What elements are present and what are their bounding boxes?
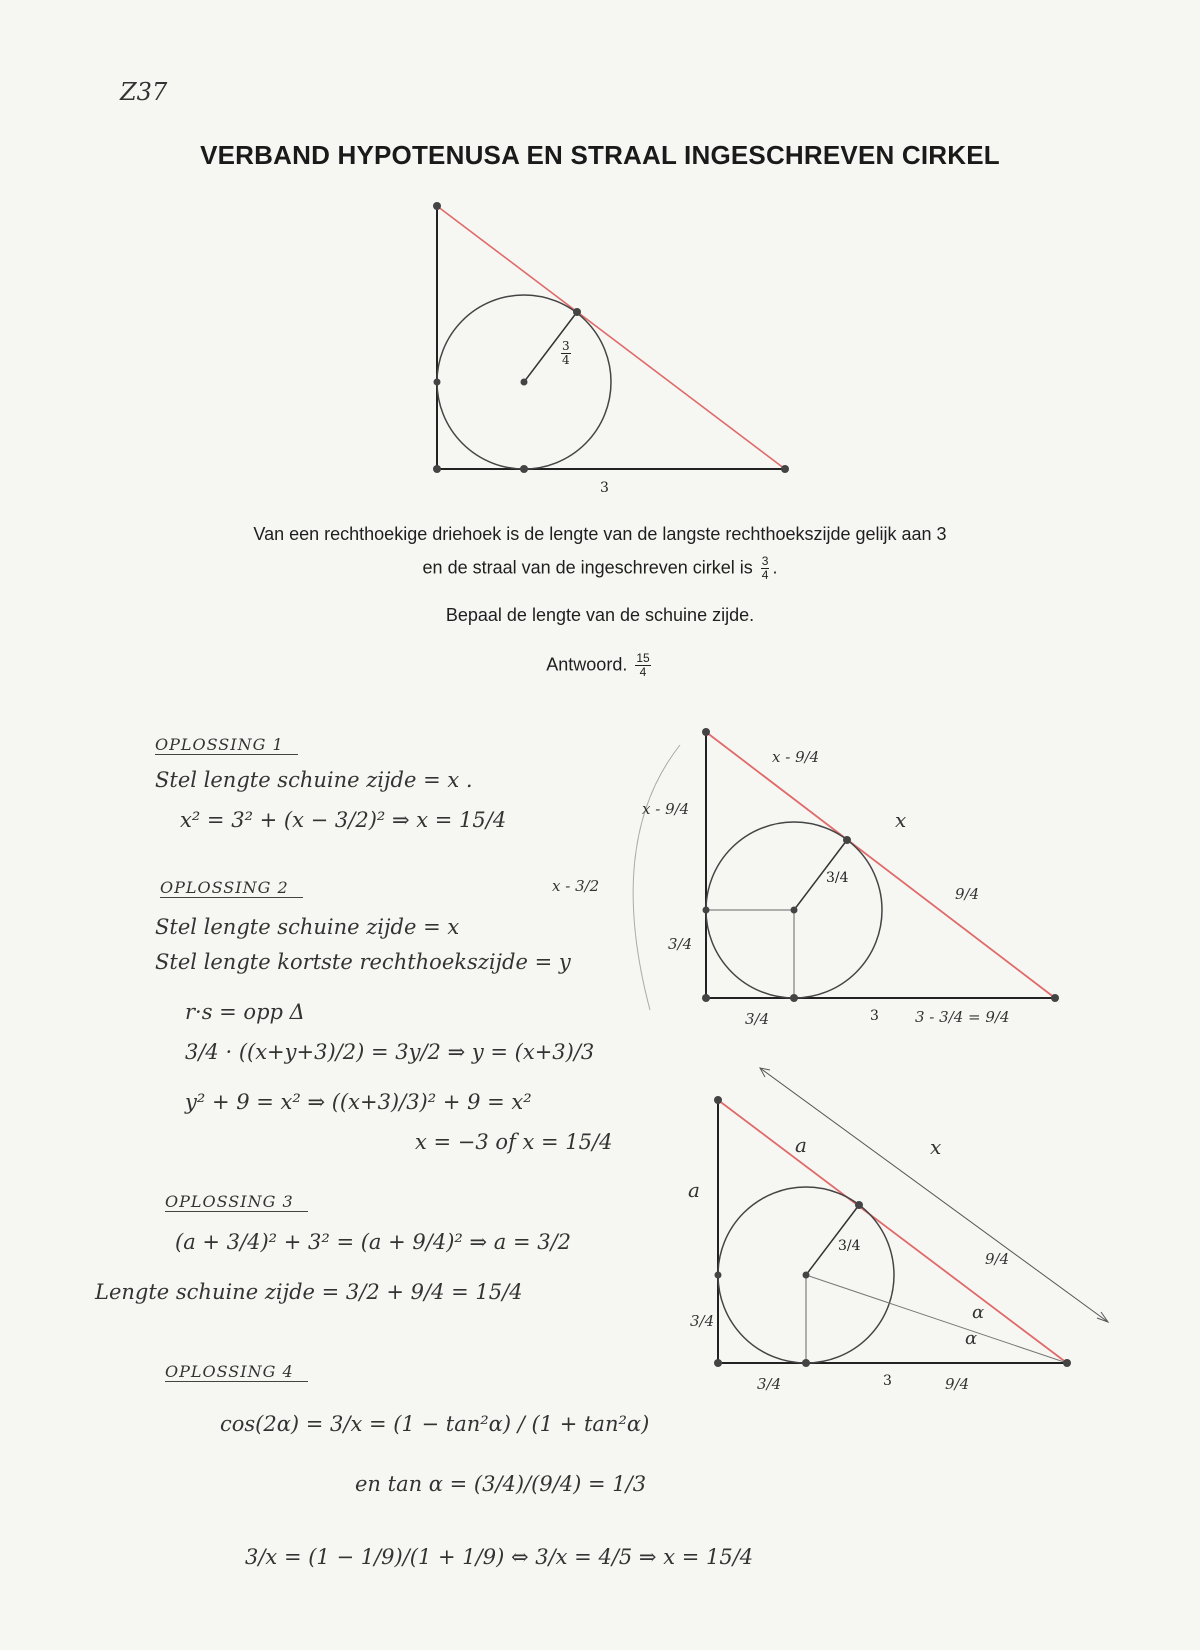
fig3-right-segment-label: 9/4 <box>985 1250 1010 1268</box>
fig2-radius-label: 3/4 <box>826 870 849 886</box>
fig3-hyp-x-label: x <box>930 1135 942 1159</box>
fig3-hyp-top-label: a <box>795 1133 807 1157</box>
solution-4-line: en tan α = (3/4)/(9/4) = 1/3 <box>355 1472 647 1496</box>
problem-answer: Antwoord. $\frac{15}{4}$ <box>546 651 650 679</box>
solution-1-heading: OPLOSSING 1 <box>155 735 298 755</box>
fig3-bottom-left-label: 3/4 <box>757 1375 782 1393</box>
solution-2-line: y² + 9 = x² ⇒ ((x+3)/3)² + 9 = x² <box>185 1090 532 1114</box>
problem-question: Bepaal de lengte van de schuine zijde. <box>445 605 755 625</box>
solution-2-heading: OPLOSSING 2 <box>160 878 303 898</box>
solution-4-line: 3/x = (1 − 1/9)/(1 + 1/9) ⇔ 3/x = 4/5 ⇒ x = 15/4 <box>245 1545 754 1569</box>
fig3-angle-bisector <box>806 1275 1067 1363</box>
solution-2-line: Stel lengte schuine zijde = x <box>155 915 460 939</box>
fig3-angle-upper: α <box>972 1302 985 1323</box>
fig3-left-lower-label: 3/4 <box>690 1312 715 1330</box>
problem-statement-line1: Van een rechthoekige driehoek is de lengte van de langste rechthoekszijde gelijk aan 3 <box>253 524 947 544</box>
solution-3-heading: OPLOSSING 3 <box>165 1192 308 1212</box>
page-title: VERBAND HYPOTENUSA EN STRAAL INGESCHREVEN CIRKEL <box>200 140 1000 170</box>
solution-3-line: (a + 3/4)² + 3² = (a + 9/4)² ⇒ a = 3/2 <box>175 1230 572 1254</box>
fig3-angle-lower: α <box>965 1328 978 1349</box>
problem-statement-line2: en de straal van de ingeschreven cirkel is $\frac{3}{4}$ . <box>422 554 778 582</box>
fig2-side-note: x - 3/2 <box>552 877 600 895</box>
fig2-left-lower-label: 3/4 <box>668 935 693 953</box>
page-id: Z37 <box>120 78 168 106</box>
solution-2-line: r·s = opp Δ <box>185 1000 305 1024</box>
fig2-top-segment-label: x - 9/4 <box>772 748 820 766</box>
solution-4-heading: OPLOSSING 4 <box>165 1362 308 1382</box>
fig2-right-segment-label: 9/4 <box>955 885 980 903</box>
solution-2-line: x = −3 of x = 15/4 <box>415 1130 613 1154</box>
fig3-dimension-arrow <box>760 1068 1108 1322</box>
fig3-bottom-right-label: 9/4 <box>945 1375 970 1393</box>
fig1-radius-label: $\frac{3}{4}$ <box>562 339 570 367</box>
solution-3-line: Lengte schuine zijde = 3/2 + 9/4 = 15/4 <box>95 1280 523 1304</box>
solution-2-line: Stel lengte kortste rechthoekszijde = y <box>155 950 571 974</box>
fig3-bottom-mid-label: 3 <box>883 1373 892 1389</box>
fig3-left-label: a <box>688 1178 700 1202</box>
fig3-radius-label: 3/4 <box>838 1238 861 1254</box>
solution-1-line: x² = 3² + (x − 3/2)² ⇒ x = 15/4 <box>180 808 507 832</box>
fig2-bottom-mid-label: 3 <box>870 1008 879 1024</box>
fig3-hypotenuse <box>718 1100 1067 1363</box>
fig2-hypotenuse-label: x <box>895 808 907 832</box>
fig1-base-label: 3 <box>600 480 609 496</box>
solution-4-line: cos(2α) = 3/x = (1 − tan²α) / (1 + tan²α) <box>220 1412 650 1436</box>
fig2-bottom-left-label: 3/4 <box>745 1010 770 1028</box>
solution-2-line: 3/4 · ((x+y+3)/2) = 3y/2 ⇒ y = (x+3)/3 <box>185 1040 595 1064</box>
fig2-bottom-right-label: 3 - 3/4 = 9/4 <box>915 1008 1010 1026</box>
solution-1-line: Stel lengte schuine zijde = x . <box>155 768 473 792</box>
fig2-left-segment-label: x - 9/4 <box>642 800 690 818</box>
